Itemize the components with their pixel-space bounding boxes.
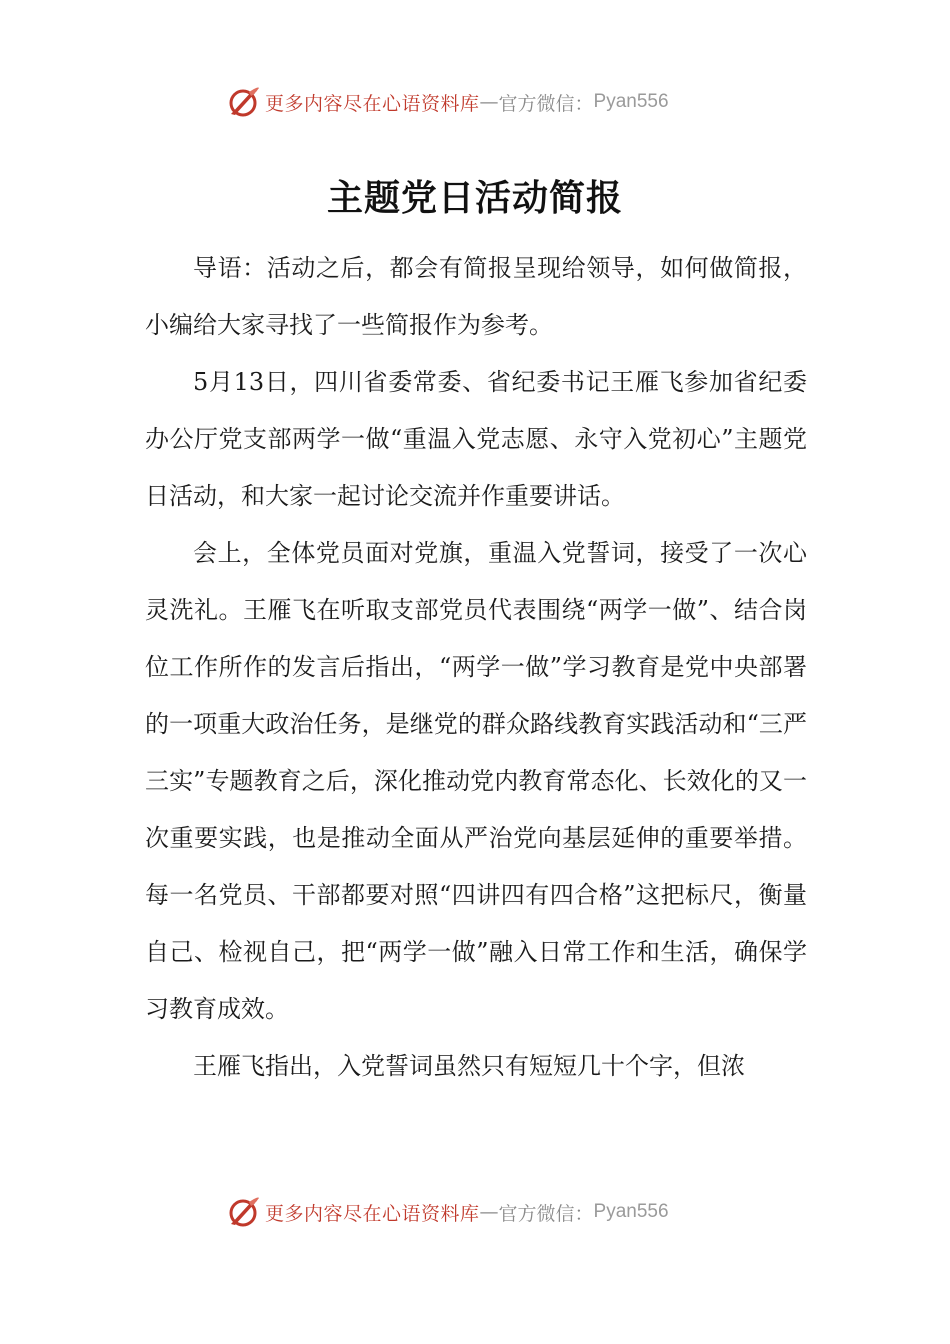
banner-slogan: 更多内容尽在心语资料库 (265, 1202, 480, 1225)
paragraph-intro: 导语：活动之后，都会有简报呈现给领导，如何做简报，小编给大家寻找了一些简报作为参考。 (145, 254, 807, 339)
page-title: 主题党日活动简报 (326, 178, 623, 219)
document-body (145, 240, 807, 1095)
banner-wechat-label: 官方微信： (498, 1202, 594, 1225)
banner-wechat-id: Pyan556 (593, 1201, 669, 1222)
banner-slogan: 更多内容尽在心语资料库 (265, 92, 480, 115)
footer-banner (225, 1192, 669, 1232)
banner-dash: — (479, 91, 499, 113)
paragraph-3: 王雁飞指出，入党誓词虽然只有短短几十个字，但浓 (193, 1052, 745, 1080)
paragraph-2: 会上，全体党员面对党旗，重温入党誓词，接受了一次心灵洗礼。王雁飞在听取支部党员代表围绕“两学一做”、结合岗位工作所作的发言后指出，“两学一做”学习教育是党中央部署的一项重大政治任务，是继党的群众路线教育实践活动和“三严三实”专题教育之后，深化推动党内教育常态化、长效化的又一次重要实践，也是推动全面从严治党向基层延伸的重要举措。每一名党员、干部都要对照“四讲四有四合格”这把标尺，衡量自己、检视自己，把“两学一做”融入日常工作和生活，确保学习教育成效。 (145, 539, 807, 1023)
paragraph-1: 5月13日，四川省委常委、省纪委书记王雁飞参加省纪委办公厅党支部两学一做“重温入党志愿、永守入党初心”主题党日活动，和大家一起讨论交流并作重要讲话。 (145, 368, 807, 510)
banner-wechat-id: Pyan556 (593, 91, 669, 112)
banner-wechat-label: 官方微信： (498, 92, 594, 115)
banner-dash: — (479, 1201, 499, 1223)
header-banner (225, 82, 669, 122)
quill-logo-icon (225, 84, 261, 120)
quill-logo-icon (225, 1194, 261, 1230)
